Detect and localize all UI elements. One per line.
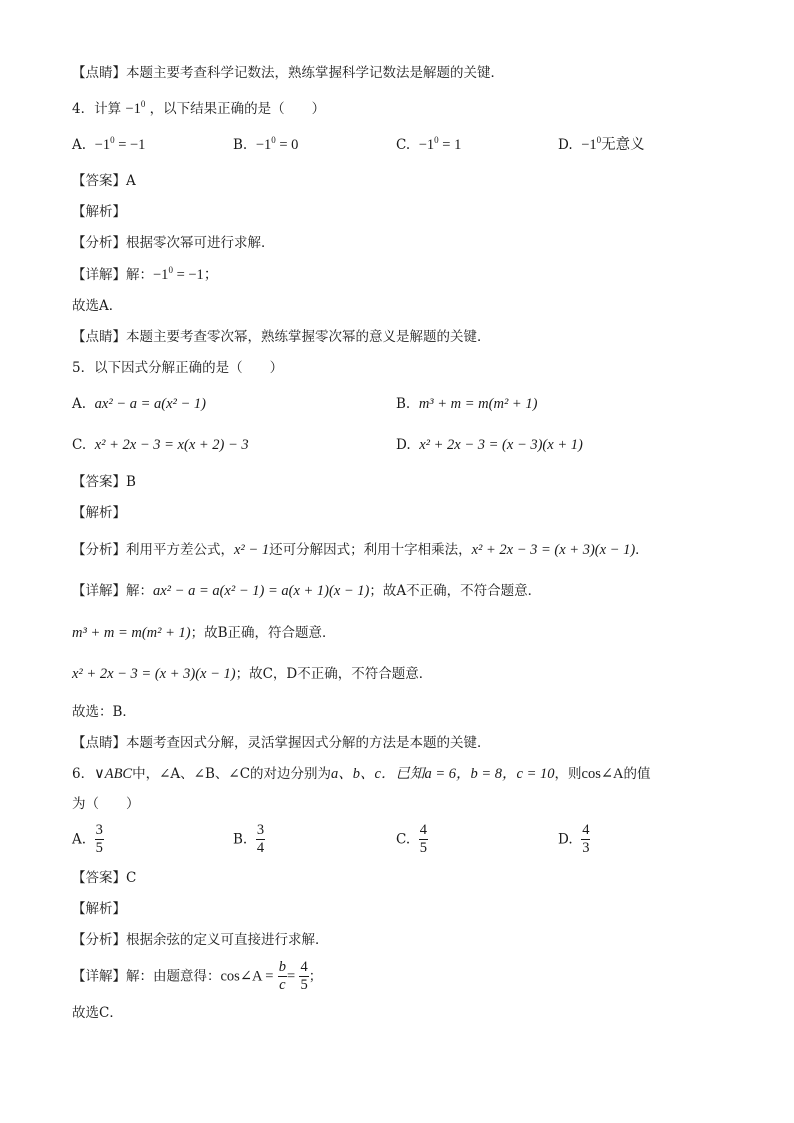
analysis-6-heading: 【解析】 bbox=[72, 901, 126, 917]
detail-6: 【详解】解：由题意得：cos∠A = $\frac{b}{c}$ = $\frac{4}{5}$ ； bbox=[72, 959, 323, 993]
q4-option-c: C. $-1^0 = 1$ bbox=[396, 135, 462, 153]
analysis-5-heading: 【解析】 bbox=[72, 505, 126, 521]
detail-5-line1: 【详解】解：ax² − a = a(x² − 1) = a(x + 1)(x − 1)；故A不正确，不符合题意． bbox=[72, 583, 542, 599]
note-previous: 【点睛】本题主要考查科学记数法，熟练掌握科学记数法是解题的关键． bbox=[72, 65, 504, 81]
q4-suffix: ，以下结果正确的是（ ） bbox=[149, 101, 326, 117]
note-5: 【点睛】本题考查因式分解，灵活掌握因式分解的方法是本题的关键． bbox=[72, 735, 491, 751]
answer-5: 【答案】B bbox=[72, 474, 136, 490]
q5-option-d: D. x² + 2x − 3 = (x − 3)(x + 1) bbox=[396, 437, 583, 453]
analysis-6: 【分析】根据余弦的定义可直接进行求解． bbox=[72, 932, 329, 948]
q5-option-a: A. ax² − a = a(x² − 1) bbox=[72, 396, 206, 412]
detail-5-line3: x² + 2x − 3 = (x + 3)(x − 1)；故C，D不正确，不符合题意． bbox=[72, 666, 433, 682]
note-4: 【点睛】本题主要考查零次幂，熟练掌握零次幂的意义是解题的关键． bbox=[72, 329, 491, 345]
detail-4: 【详解】解：$-1^0 = -1$； bbox=[72, 265, 219, 283]
q6-option-c: C. $\frac{4}{5}$ bbox=[396, 822, 427, 856]
q4-option-d: D. $-1^0$无意义 bbox=[558, 135, 645, 153]
question-5: 5．以下因式分解正确的是（ ） bbox=[72, 360, 284, 376]
q5-option-c: C. x² + 2x − 3 = x(x + 2) − 3 bbox=[72, 437, 249, 453]
q5-option-b: B. m³ + m = m(m² + 1) bbox=[396, 396, 538, 412]
question-4 bbox=[72, 99, 325, 119]
choose-5: 故选：B． bbox=[72, 704, 136, 720]
q6-option-b: B. $\frac{3}{4}$ bbox=[233, 822, 265, 856]
analysis-4: 【分析】根据零次幂可进行求解． bbox=[72, 235, 275, 251]
q4-option-b: B. $-1^0 = 0$ bbox=[233, 135, 299, 153]
analysis-5: 【分析】利用平方差公式，x² − 1还可分解因式；利用十字相乘法，x² + 2x − 3 = (x + 3)(x − 1)． bbox=[72, 542, 649, 558]
detail-5-line2: m³ + m = m(m² + 1)；故B正确，符合题意． bbox=[72, 625, 336, 641]
answer-4: 【答案】A bbox=[72, 173, 136, 189]
analysis-4-heading: 【解析】 bbox=[72, 204, 126, 220]
question-6-line2: 为（ ） bbox=[72, 796, 140, 812]
q6-option-d: D. $\frac{4}{3}$ bbox=[558, 822, 590, 856]
choose-4: 故选A． bbox=[72, 298, 123, 314]
q4-expr: $-1^0$ bbox=[125, 99, 146, 117]
choose-6: 故选C． bbox=[72, 1005, 123, 1021]
q6-option-a: A. $\frac{3}{5}$ bbox=[72, 822, 103, 856]
q4-option-a: A. $-1^0 = -1$ bbox=[72, 135, 146, 153]
question-6: 6．∨ABC中，∠A、∠B、∠C的对边分别为a、b、c．已知a = 6，b = 8，c = 10，则cos∠A的值 bbox=[72, 766, 651, 782]
q4-prefix: 4．计算 bbox=[72, 101, 122, 117]
answer-6: 【答案】C bbox=[72, 870, 137, 886]
